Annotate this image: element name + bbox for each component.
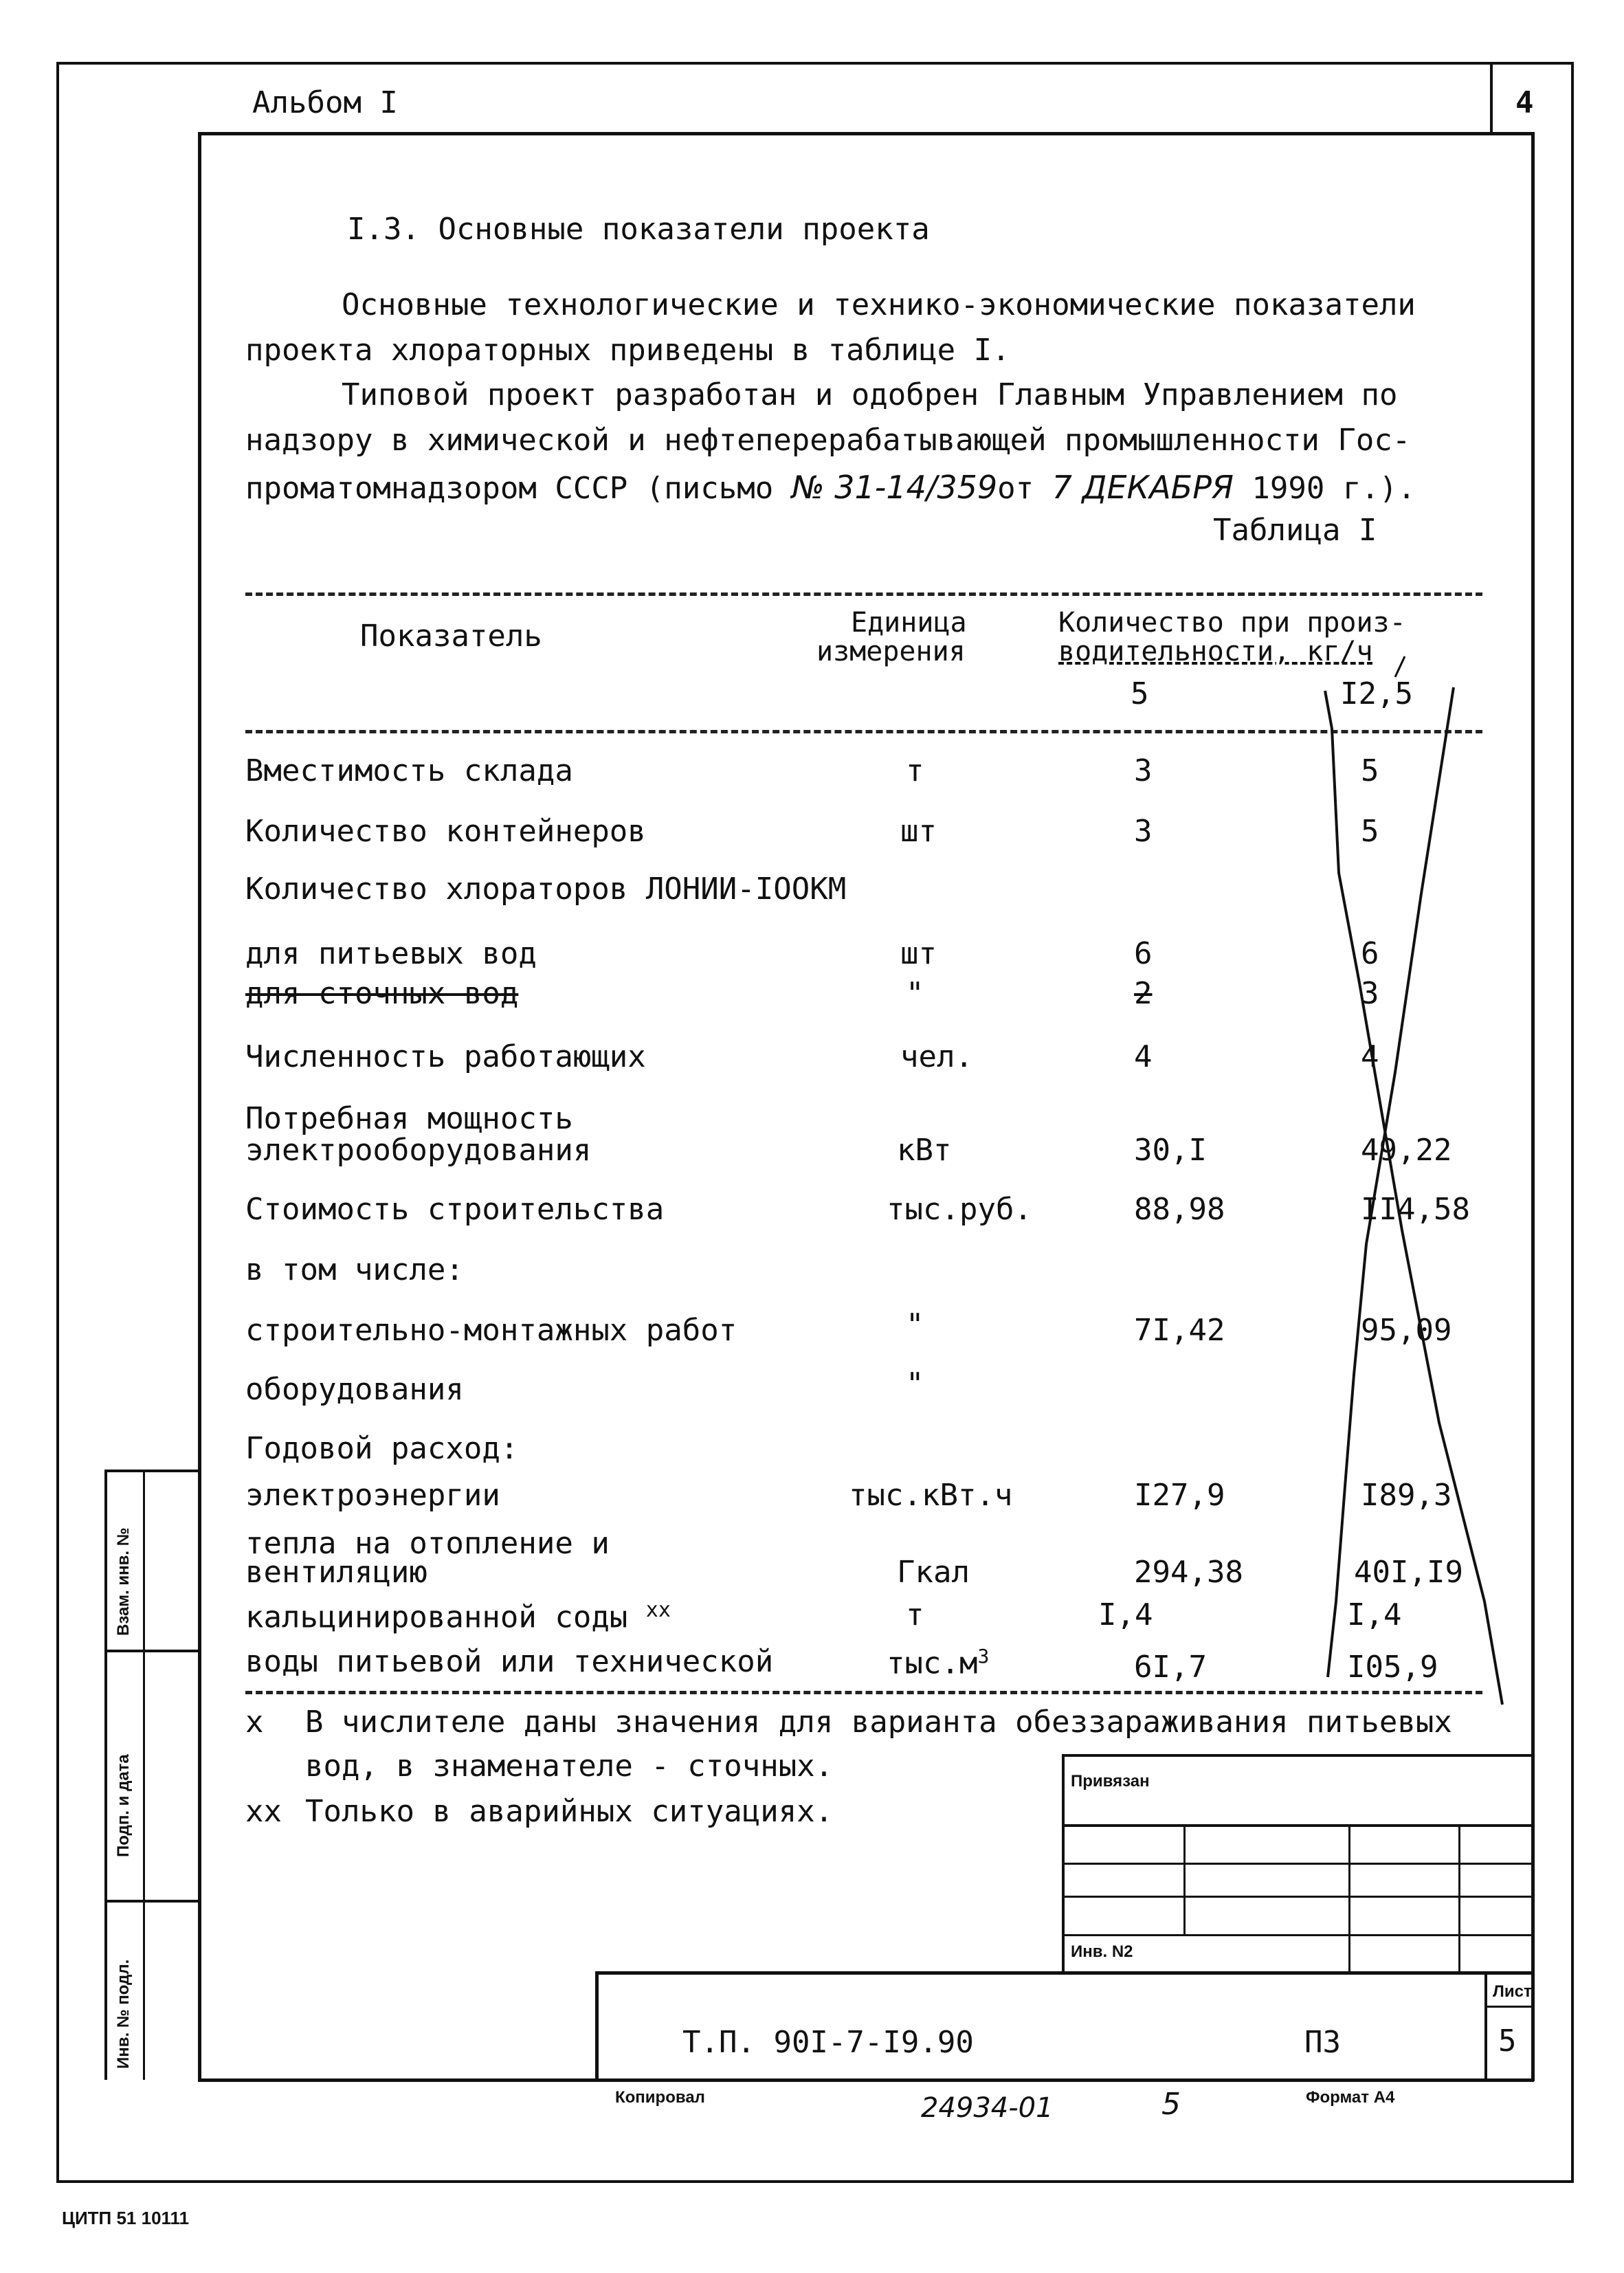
row-value-5: I27,9 [1134,1478,1225,1513]
from-word: от [997,471,1034,506]
stamp-grid-row2 [1062,1863,1535,1865]
sheet-number: 5 [1498,2023,1517,2059]
row-value-12: 4 [1361,1039,1379,1074]
row-name-text: кальцинированной соды [245,1599,628,1635]
row-name: Потребная мощность [245,1101,573,1136]
col-head-unit-line1: Единица [851,607,967,639]
row-value-5: 4 [1134,1039,1153,1074]
stamp-grid-col2 [1348,1824,1350,1974]
row-value-5: 294,38 [1134,1555,1243,1590]
col-head-capacity-5: 5 [1131,676,1149,711]
row-name: строительно-монтажных работ [245,1313,737,1348]
footnote-x-line1: В числителе даны значения для варианта обеззараживания питьевых [305,1705,1452,1740]
format-label: Формат А4 [1306,2088,1395,2107]
row-value-12: II4,58 [1361,1192,1470,1227]
stamp-grid-row1 [1062,1824,1535,1827]
document-code: Т.П. 90I-7-I9.90 [682,2025,974,2060]
row-name-line2: вентиляцию [245,1555,427,1590]
footnote-xx-mark: хх [245,1794,282,1829]
footnote-x-mark: х [245,1705,264,1740]
side-stamp-inner-divider [143,1470,145,2080]
sheet-cell-divider [1484,1971,1487,2081]
col-head-unit-line2: измерения [816,636,966,667]
stamp-grid-row3 [1062,1896,1535,1898]
row-unit: " [906,1307,924,1342]
row-unit: тыс.руб. [887,1192,1032,1227]
row-name: для питьевых вод [245,936,537,971]
corner-page-number: 4 [1515,85,1534,120]
row-unit: " [906,1366,924,1401]
row-value-5: 7I,42 [1134,1313,1225,1348]
row-value-12: 5 [1361,814,1379,849]
letter-number-handwritten: № 31-14/359 [791,469,998,506]
printer-mark: ЦИТП 51 10111 [62,2208,190,2228]
row-value-12: I05,9 [1347,1650,1438,1685]
row-name: Годовой расход: [245,1431,519,1466]
sheet-label-divider [1484,2006,1534,2008]
row-value-12: I89,3 [1361,1478,1452,1513]
stamp-privyazan-label: Привязан [1071,1772,1150,1790]
stamp-grid-row4 [1062,1934,1535,1936]
row-value-12: 5 [1361,753,1379,788]
side-stamp-sign-date: Подп. и дата [114,1754,133,1857]
paragraph1-line2: проекта хлораторных приведены в таблице I. [245,333,1010,368]
stamp-grid-col3 [1458,1824,1460,1974]
row-unit-text: тыс.м [887,1645,978,1681]
double-x-footnote-mark: хх [645,1598,671,1622]
row-unit: чел. [900,1039,973,1074]
row-name: Вместимость склада [245,753,573,788]
row-unit: кВт [897,1133,952,1168]
row-name: Численность работающих [245,1039,646,1074]
row-unit: шт [900,814,937,849]
paragraph2-line1: Типовой проект разработан и одобрен Главным Управлением по [342,377,1398,412]
row-value-12: 95,09 [1361,1313,1452,1348]
row-name: воды питьевой или технической [245,1644,774,1679]
row-name: Стоимость строительства [245,1192,665,1227]
row-unit: " [906,976,924,1011]
row-value-12: 3 [1361,976,1379,1011]
row-name: тепла на отопление и [245,1526,610,1561]
row-unit: шт [900,936,937,971]
title-strip-top [595,1971,1534,1975]
col-head-indicator: Показатель [360,619,542,654]
row-value-5: I,4 [1098,1597,1153,1632]
row-name: в том числе: [245,1252,464,1287]
side-stamp-inv-original: Инв. № подл. [114,1959,133,2069]
row-value-5: 30,I [1134,1133,1207,1168]
row-value-5: 6I,7 [1134,1650,1207,1685]
title-strip-left [595,1971,599,2081]
col-head-capacity-12: I2,5 [1340,676,1413,711]
row-value-5: 6 [1134,936,1153,971]
row-value-12: I,4 [1347,1597,1402,1632]
row-value-12: 6 [1361,936,1379,971]
side-stamp-top [104,1470,201,1472]
row-unit: т [906,753,924,788]
side-stamp-outer-left [104,1470,107,2080]
document-type: ПЗ [1304,2025,1341,2060]
row-name-line2: электрооборудования [245,1133,592,1168]
row-name: для сточных вод [245,976,519,1011]
row-unit: тыс.кВт.ч [849,1478,1013,1513]
row-unit: т [906,1597,924,1632]
stamp-inv-no-label: Инв. N2 [1071,1942,1133,1961]
paragraph1-line1: Основные технологические и технико-экономические показатели [342,287,1416,322]
handwritten-page-number: 5 [1161,2087,1181,2122]
letter-year: 1990 г.). [1252,471,1416,506]
paragraph2-prefix: проматомнадзором СССР (письмо [245,471,774,506]
table-caption: Таблица I [1213,513,1377,548]
paragraph2-line2: надзору в химической и нефтеперерабатывающей промышленности Гос- [245,423,1411,458]
stamp-grid-col1 [1183,1824,1186,1934]
row-value-5: 3 [1134,814,1153,849]
side-stamp-replace-inv: Взам. инв. № [114,1527,133,1636]
letter-date-handwritten: 7 ДЕКАБРЯ [1052,469,1234,506]
row-name: Количество контейнеров [245,814,646,849]
section-title: I.3. Основные показатели проекта [347,212,930,247]
col-head-qty-line2: водительности, кг/ч [1058,636,1373,667]
handwritten-registration-number: 24934-01 [921,2092,1054,2124]
row-name: электроэнергии [245,1478,500,1513]
stamp-grid-top [1062,1754,1535,1757]
cubic-superscript: 3 [977,1645,990,1667]
row-unit: Гкал [897,1555,970,1590]
album-label: Альбом I [252,85,398,120]
row-name: оборудования [245,1372,464,1407]
sheet-label: Лист [1493,1982,1532,2001]
footnote-x-line2: вод, в знаменателе - сточных. [305,1749,834,1784]
row-name: Количество хлораторов ЛОНИИ-IOOКМ [245,872,847,907]
side-stamp-row2 [104,1900,201,1903]
footnote-xx-text: Только в аварийных ситуациях. [305,1794,834,1829]
side-stamp-row1 [104,1650,201,1652]
copied-by-label: Копировал [615,2088,705,2107]
row-value-5: 88,98 [1134,1192,1225,1227]
row-value-5: 2 [1134,976,1153,1011]
row-value-5: 3 [1134,753,1153,788]
row-value-12: 49,22 [1361,1133,1452,1168]
col-head-qty-line1: Количество при произ- [1058,607,1406,639]
row-value-12: 40I,I9 [1354,1555,1463,1590]
